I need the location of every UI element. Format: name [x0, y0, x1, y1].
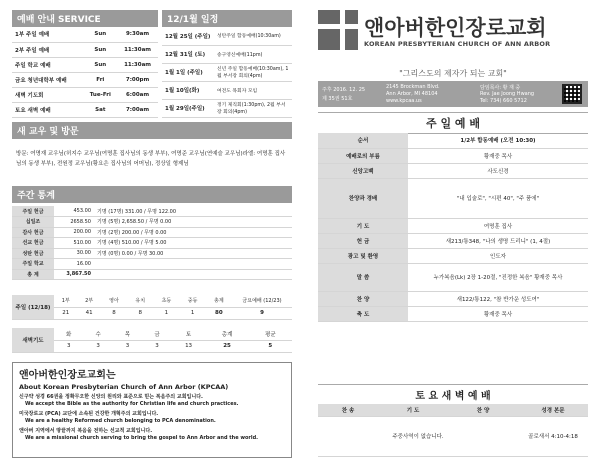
table-row — [12, 27, 158, 42]
table-row — [12, 72, 158, 87]
table-row — [318, 306, 588, 321]
dawn-header-row — [12, 328, 292, 340]
about-item-en: We are a missional church serving to bring the gospel to Ann Arbor and the world. — [25, 435, 259, 441]
dawn-header: 화 — [54, 328, 83, 340]
saturday-header-praise: 찬 양 — [448, 404, 518, 416]
about-item-en: We are a healthy Reformed church belonging to PCA denomination. — [25, 418, 216, 424]
attendance-header-row — [12, 295, 292, 307]
stat-detail: 기명 (2명) 200.00 / 무명 0.00 — [94, 227, 292, 238]
worship-item-label: 말 씀 — [318, 263, 408, 291]
stat-total-label: 총 계 — [12, 269, 54, 280]
telephone: Tel: 734) 660 5712 — [480, 98, 527, 104]
worship-item-value: 여명훈 집사 — [408, 218, 588, 233]
table-row — [318, 178, 588, 218]
weekly-stats-table — [12, 206, 292, 280]
table-row — [162, 81, 292, 99]
worship-item-value: 새213/통348, "나의 생명 드리니" (1, 4절) — [408, 233, 588, 248]
service-name: 토요 새벽 예배 — [12, 102, 84, 117]
dawn-values-row — [12, 340, 292, 352]
service-time: 7:00pm — [117, 72, 158, 87]
table-row — [318, 148, 588, 163]
address-line-1: 2145 Brockman Blvd. — [386, 84, 440, 90]
worship-item-label: 광고 및 환영 — [318, 248, 408, 263]
service-times — [12, 10, 158, 118]
dawn-header: 목 — [113, 328, 142, 340]
dawn-header: 총계 — [205, 328, 248, 340]
attendance-value: 1 — [180, 307, 206, 319]
table-row — [318, 233, 588, 248]
service-time: 11:30am — [117, 57, 158, 72]
worship-item-value: 인도자 — [408, 248, 588, 263]
about-item-en: We accept the Bible as the authority for Christian life and church practices. — [25, 401, 239, 407]
stat-label: 주일 학교 — [12, 259, 54, 270]
stat-label: 감사 헌금 — [12, 227, 54, 238]
pastor-en: Rev. Jae Joong Hwang — [480, 91, 535, 97]
church-name-ko: 앤아버한인장로교회 — [364, 16, 547, 40]
about-item — [19, 394, 285, 408]
website[interactable]: www.kpcaa.us — [386, 98, 422, 104]
service-time: 11:30am — [117, 42, 158, 57]
schedule-event: 여전도 목회자 모임 — [214, 81, 292, 99]
service-day: Sat — [84, 102, 118, 117]
worship-item-value: "내 입술로", "시편 40", "주 품에" — [408, 178, 588, 218]
worship-item-label: 찬 양 — [318, 291, 408, 306]
about-items — [19, 394, 285, 442]
table-row — [12, 57, 158, 72]
table-row — [318, 263, 588, 291]
dawn-header: 수 — [83, 328, 112, 340]
dawn-value: 3 — [83, 340, 112, 352]
dawn-prayer-label: 새벽기도 — [12, 328, 54, 352]
about-subtitle: About Korean Presbyterian Church of Ann Arbor (KPCAA) — [19, 383, 229, 391]
worship-title: 주 일 예 배 — [318, 112, 588, 134]
schedule-event: 송구영신예배(11pm) — [214, 45, 292, 63]
address-line-2: Ann Arbor, MI 48104 — [386, 91, 438, 97]
attendance-header: 초등 — [153, 295, 179, 307]
table-row — [318, 133, 588, 148]
table-row — [12, 248, 292, 259]
about-item — [19, 428, 285, 442]
stat-total: 3,867.50 — [54, 269, 94, 280]
worship-item-label: 축 도 — [318, 306, 408, 321]
dawn-value: 5 — [249, 340, 292, 352]
attendance-header: 총계 — [206, 295, 232, 307]
attendance-value: 41 — [77, 307, 100, 319]
weekly-stats-title: 주간 통계 — [12, 186, 292, 203]
table-row — [162, 45, 292, 63]
schedule-date: 12월 31일 (토) — [162, 45, 214, 63]
dawn-value: 3 — [142, 340, 171, 352]
attendance-label: 주일 (12/18) — [12, 295, 54, 319]
stat-label: 선교 헌금 — [12, 238, 54, 249]
service-day: Sun — [84, 42, 118, 57]
worship-item-value: 황재중 목사 — [408, 306, 588, 321]
stat-amount: 30.00 — [54, 248, 94, 259]
attendance-value: 21 — [54, 307, 77, 319]
table-row — [12, 269, 292, 280]
weekly-stats — [12, 186, 292, 280]
schedule — [162, 10, 292, 118]
attendance-header: 영아 — [101, 295, 127, 307]
about-item-ko: 신구약 성경 66권을 정확무오한 신앙의 원리와 표준으로 믿는 복음주의 교회입니다. — [19, 394, 203, 400]
worship-item-label: 예배로의 부름 — [318, 148, 408, 163]
stat-amount: 16.00 — [54, 259, 94, 270]
worship-item-value: 사도신경 — [408, 163, 588, 178]
service-day: Sun — [84, 27, 118, 42]
about-item-ko: 앤아버 지역에서 땅끝까지 복음을 전하는 선교적 교회입니다. — [19, 428, 153, 434]
dawn-value: 3 — [113, 340, 142, 352]
schedule-event: 정기 제직회(1:30pm), 2월 부서장 회의(4pm) — [214, 99, 292, 117]
service-day: Sun — [84, 57, 118, 72]
stat-label: 성탄 헌금 — [12, 248, 54, 259]
saturday-scripture: 골로새서 4:10-4:18 — [518, 416, 588, 456]
about-box — [12, 362, 292, 458]
church-name-en: KOREAN PRESBYTERIAN CHURCH OF ANN ARBOR — [364, 40, 551, 48]
about-item-ko: 미국장로교 (PCA) 교단에 소속된 건강한 개혁주의 교회입니다. — [19, 411, 159, 417]
table-row — [12, 102, 158, 117]
schedule-table — [162, 27, 292, 118]
stat-label: 주일 헌금 — [12, 206, 54, 217]
schedule-title: 12/1월 일정 — [162, 10, 292, 27]
attendance-value: 80 — [206, 307, 232, 319]
service-name: 1부 주일 예배 — [12, 27, 84, 42]
attendance-header: 유치 — [127, 295, 153, 307]
dawn-value: 25 — [205, 340, 248, 352]
stat-amount: 200.00 — [54, 227, 94, 238]
info-bar — [318, 81, 588, 107]
worship-item-value: 새122/통122, "참 반가운 성도여" — [408, 291, 588, 306]
table-row — [162, 99, 292, 117]
table-row — [318, 218, 588, 233]
church-logo — [318, 10, 358, 50]
stat-total-filler — [94, 269, 292, 280]
dawn-value: 3 — [54, 340, 83, 352]
stat-amount: 453.00 — [54, 206, 94, 217]
dawn-prayer-table — [12, 328, 292, 353]
attendance-header: 1부 — [54, 295, 77, 307]
about-item — [19, 411, 285, 425]
attendance-value: 9 — [232, 307, 292, 319]
service-times-table — [12, 27, 158, 118]
qr-code-icon[interactable] — [562, 84, 582, 104]
service-time: 9:30am — [117, 27, 158, 42]
visitors-title: 새 교우 및 방문 — [12, 122, 292, 139]
attendance-value: 1 — [153, 307, 179, 319]
schedule-date: 1월 1일 (주일) — [162, 63, 214, 81]
table-row — [12, 217, 292, 228]
worship-item-value: 1/2부 합동예배 (오전 10:30) — [408, 133, 588, 148]
worship-item-label: 신앙고백 — [318, 163, 408, 178]
worship-item-label: 기 도 — [318, 218, 408, 233]
service-name: 새벽 기도회 — [12, 87, 84, 102]
stat-detail: 기명 (17명) 331.00 / 무명 122.00 — [94, 206, 292, 217]
table-row — [12, 42, 158, 57]
dawn-header: 토 — [172, 328, 206, 340]
dawn-value: 13 — [172, 340, 206, 352]
service-day: Fri — [84, 72, 118, 87]
saturday-title: 토 요 새 벽 예 배 — [318, 384, 588, 405]
stat-detail — [94, 259, 292, 270]
visitors-text: 방문: 여명재 교우님(허지수 교우님(여명훈 집사님의 동생 부부), 여명준 교우님(연예슬 교우님)라엘: 여명훈 집사님의 동생 부부), 전원정 교우님(황요은 집사님의 어머님), 정상일 형제님 — [16, 151, 286, 167]
attendance-value: 8 — [127, 307, 153, 319]
table-row — [162, 63, 292, 81]
table-row — [12, 206, 292, 217]
saturday-header-scripture: 성경 본문 — [518, 404, 588, 416]
service-name: 금요 청년대학부 예배 — [12, 72, 84, 87]
service-name: 주일 학교 예배 — [12, 57, 84, 72]
table-row — [318, 163, 588, 178]
stat-amount: 510.00 — [54, 238, 94, 249]
attendance-header: 2부 — [77, 295, 100, 307]
service-times-title: 예배 안내 SERVICE — [12, 10, 158, 27]
table-row — [12, 227, 292, 238]
worship-item-value: 황재중 목사 — [408, 148, 588, 163]
worship-item-value: 누가복음(Lk) 2장 1-20절, "진정한 복음" 황재중 목사 — [408, 263, 588, 291]
attendance-header: 중등 — [180, 295, 206, 307]
service-day: Tue-Fri — [84, 87, 118, 102]
attendance-table — [12, 295, 292, 320]
service-time: 6:00am — [117, 87, 158, 102]
volume: 제 35권 51호 — [322, 96, 353, 102]
stat-detail: 기명 (0명) 0.00 / 무명 30.00 — [94, 248, 292, 259]
table-row — [318, 248, 588, 263]
saturday-header-hymn: 찬 송 — [318, 404, 378, 416]
worship-item-label: 찬양과 경배 — [318, 178, 408, 218]
dawn-header: 평균 — [249, 328, 292, 340]
table-row — [12, 87, 158, 102]
schedule-event: 성탄주일 합동예배(10:30am) — [214, 27, 292, 45]
date-line: 주후 2016. 12. 25 — [322, 87, 366, 93]
table-row — [12, 259, 292, 270]
saturday-table — [318, 404, 588, 457]
schedule-date: 12월 25일 (주일) — [162, 27, 214, 45]
schedule-event: 신년 주일 합동예배(10:30am), 1월 부서장 회의(4pm) — [214, 63, 292, 81]
about-title: 앤아버한인장로교회는 — [19, 370, 116, 381]
visitors-section — [12, 122, 292, 179]
table-row — [12, 238, 292, 249]
cross-logo-icon — [318, 10, 358, 50]
worship-order-table — [318, 133, 588, 322]
attendance-header: 금요예배 (12/23) — [232, 295, 292, 307]
worship-item-label: 헌 금 — [318, 233, 408, 248]
table-row — [318, 291, 588, 306]
pastor-ko: 담임목사: 황 재 중 — [480, 85, 521, 91]
schedule-date: 1월 29일(주일) — [162, 99, 214, 117]
worship-item-label: 순서 — [318, 133, 408, 148]
saturday-header-prayer: 기 도 — [378, 404, 448, 416]
schedule-date: 1월 10일(화) — [162, 81, 214, 99]
church-motto: "그리스도의 제자가 되는 교회" — [399, 69, 507, 78]
attendance-values-row — [12, 307, 292, 319]
service-time: 7:00am — [117, 102, 158, 117]
stat-detail: 기명 (5명) 2,658.50 / 무명 0.00 — [94, 217, 292, 228]
stat-amount: 2658.50 — [54, 217, 94, 228]
attendance-value: 8 — [101, 307, 127, 319]
table-row — [162, 27, 292, 45]
stat-detail: 기명 (4명) 510.00 / 무명 5.00 — [94, 238, 292, 249]
dawn-header: 금 — [142, 328, 171, 340]
service-name: 2부 주일 예배 — [12, 42, 84, 57]
saturday-prayer-note: 주중사역이 없습니다. — [318, 416, 518, 456]
stat-label: 십일조 — [12, 217, 54, 228]
